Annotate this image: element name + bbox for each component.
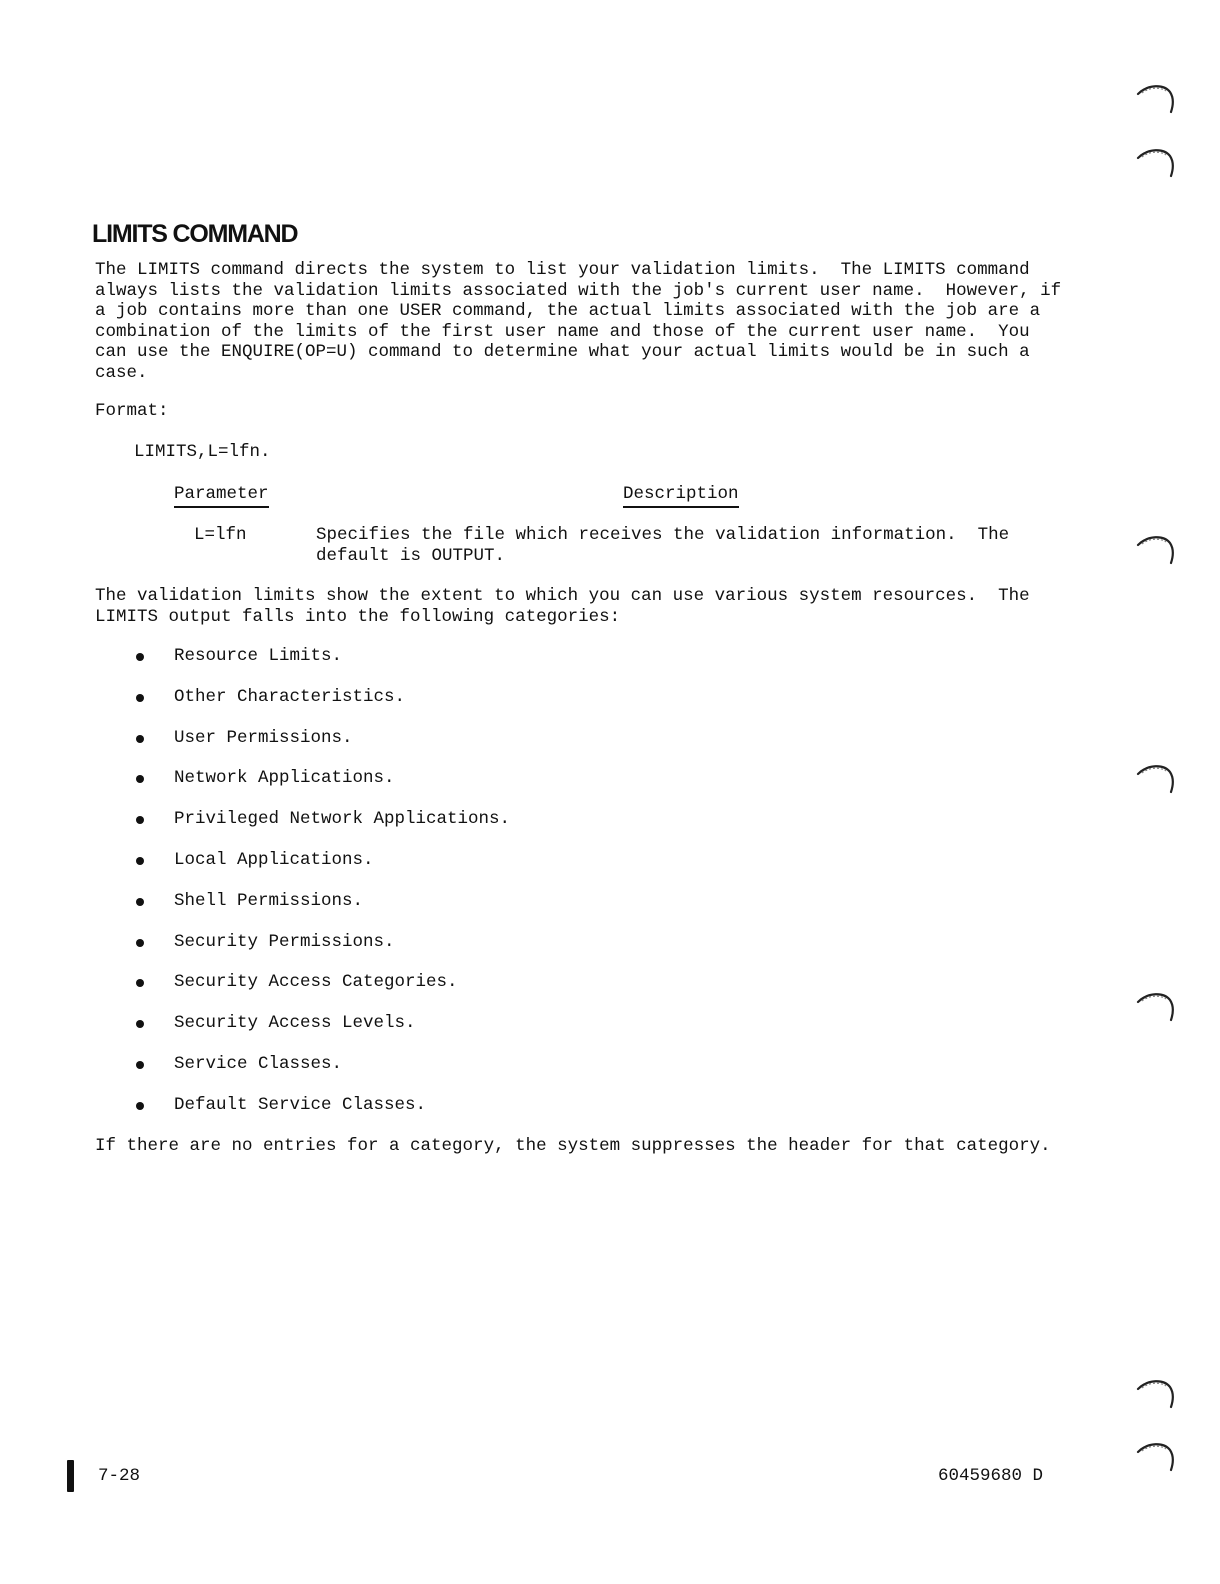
category-label: Resource Limits. — [174, 646, 343, 666]
category-label: Privileged Network Applications. — [174, 809, 511, 830]
closing-paragraph: If there are no entries for a category, the system suppresses the header for that category. — [95, 1136, 1051, 1156]
bullet-icon — [136, 1061, 144, 1069]
bullet-icon — [136, 816, 144, 824]
binding-ring-mark — [1136, 146, 1180, 182]
description-column-header: Description — [623, 484, 739, 508]
bullet-icon — [136, 898, 144, 906]
bullet-icon — [136, 1020, 144, 1028]
intro-line: combination of the limits of the first user name and those of the current user name. You — [95, 321, 1030, 342]
binding-ring-mark — [1136, 990, 1180, 1026]
category-label: Security Access Categories. — [174, 972, 458, 993]
category-item — [0, 809, 700, 831]
category-item — [0, 1095, 700, 1117]
category-label: Local Applications. — [174, 850, 374, 870]
category-item — [0, 1054, 700, 1076]
change-bar — [67, 1460, 74, 1492]
bullet-icon — [136, 939, 144, 947]
category-item — [0, 728, 700, 750]
category-item — [0, 687, 700, 709]
binding-ring-mark — [1136, 82, 1180, 118]
intro-line: The LIMITS command directs the system to list your validation limits. The LIMITS command — [95, 260, 1030, 280]
binding-ring-mark — [1136, 533, 1180, 569]
intro-line: always lists the validation limits associated with the job's current user name. However, if — [95, 280, 1062, 301]
category-label: Security Permissions. — [174, 931, 395, 952]
category-label: Other Characteristics. — [174, 686, 406, 707]
intro-line: a job contains more than one USER command, the actual limits associated with the job are a — [95, 301, 1041, 321]
category-item — [0, 932, 700, 954]
intro-paragraph — [95, 260, 1062, 383]
parameter-name: L=lfn — [194, 525, 247, 545]
validation-paragraph: The validation limits show the extent to which you can use various system resources. The LIMITS output falls into the following categories: — [95, 586, 1030, 627]
format-label: Format: — [95, 401, 169, 421]
binding-ring-mark — [1136, 1377, 1180, 1413]
category-label: Service Classes. — [174, 1054, 343, 1074]
category-item — [0, 646, 700, 668]
bullet-icon — [136, 735, 144, 743]
category-item — [0, 891, 700, 913]
binding-ring-mark — [1136, 1440, 1180, 1476]
bullet-icon — [136, 653, 144, 661]
bullet-icon — [136, 1102, 144, 1110]
section-heading: LIMITS COMMAND — [92, 220, 298, 248]
binding-ring-mark — [1136, 762, 1180, 798]
parameter-description: Specifies the file which receives the validation information. The default is OUTPUT. — [316, 525, 1010, 566]
category-item — [0, 850, 700, 872]
bullet-icon — [136, 694, 144, 702]
format-syntax: LIMITS,L=lfn. — [134, 442, 271, 462]
bullet-icon — [136, 979, 144, 987]
bullet-icon — [136, 857, 144, 865]
category-item — [0, 972, 700, 994]
category-label: Default Service Classes. — [174, 1094, 427, 1115]
category-label: Shell Permissions. — [174, 890, 364, 911]
category-label: User Permissions. — [174, 727, 353, 748]
category-label: Security Access Levels. — [174, 1013, 416, 1034]
category-item — [0, 768, 700, 790]
page-number: 7-28 — [98, 1466, 141, 1486]
document-number: 60459680 D — [938, 1466, 1044, 1486]
parameter-column-header: Parameter — [174, 484, 269, 508]
intro-line: case. — [95, 362, 148, 383]
category-label: Network Applications. — [174, 768, 395, 789]
bullet-icon — [136, 775, 144, 783]
intro-line: can use the ENQUIRE(OP=U) command to determine what your actual limits would be in such a — [95, 342, 1030, 362]
category-item — [0, 1013, 700, 1035]
